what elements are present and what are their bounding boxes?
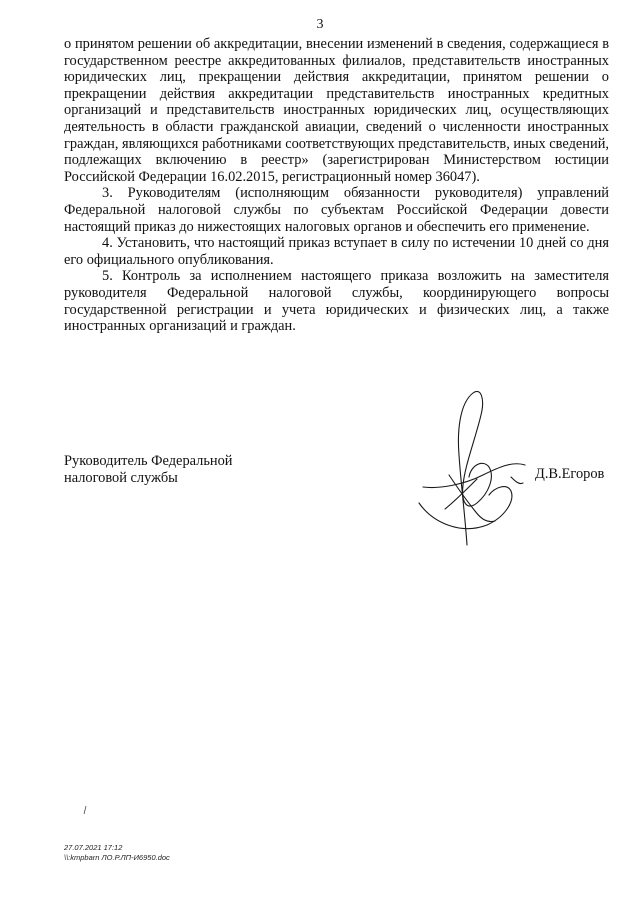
footer-date-time: 27.07.2021 17:12: [64, 843, 123, 852]
page-number: 3: [316, 17, 324, 32]
signer-title-line-2: налоговой службы: [64, 470, 178, 486]
paragraph-item-3: 3. Руководителям (исполняющим обязанности руководителя) управлений Федеральной налоговой службы по субъектам Российской Федерации довести настоящий приказ до нижестоящих налоговых органов и обеспечить его применение.: [64, 185, 609, 235]
paragraph-item-4: 4. Установить, что настоящий приказ вступает в силу по истечении 10 дней со дня его официального опубликования.: [64, 235, 609, 268]
handwritten-signature: [415, 385, 535, 550]
margin-mark: [83, 806, 87, 814]
signer-title: [64, 453, 233, 487]
footer: [64, 843, 170, 863]
footer-file-path: \\:kmpbarn ЛО.Р.ЛП-И6950.doc: [64, 853, 170, 862]
document-body: [64, 36, 609, 335]
paragraph-continuation: о принятом решении об аккредитации, внесении изменений в сведения, содержащиеся в государственном реестре аккредитованных филиалов, представительств иностранных юридических лиц, прекращении действия аккредитации, принятом решении о прекращении действия аккредитации представительств иностранных кредитных организаций и представительств иностранных юридических лиц, осуществляющих деятельность в области гражданской авиации, сведений о численности иностранных граждан, являющихся работниками соответствующих представительств, иных сведений, подлежащих включению в реестр» (зарегистрирован Министерством юстиции Российской Федерации 16.02.2015, регистрационный номер 36047).: [64, 36, 609, 185]
signer-name: Д.В.Егоров: [535, 466, 605, 482]
signer-title-line-1: Руководитель Федеральной: [64, 453, 233, 469]
paragraph-item-5: 5. Контроль за исполнением настоящего приказа возложить на заместителя руководителя Федеральной налоговой службы, координирующего вопросы государственной регистрации и учета юридических и физических лиц, а также иностранных организаций и граждан.: [64, 268, 609, 335]
